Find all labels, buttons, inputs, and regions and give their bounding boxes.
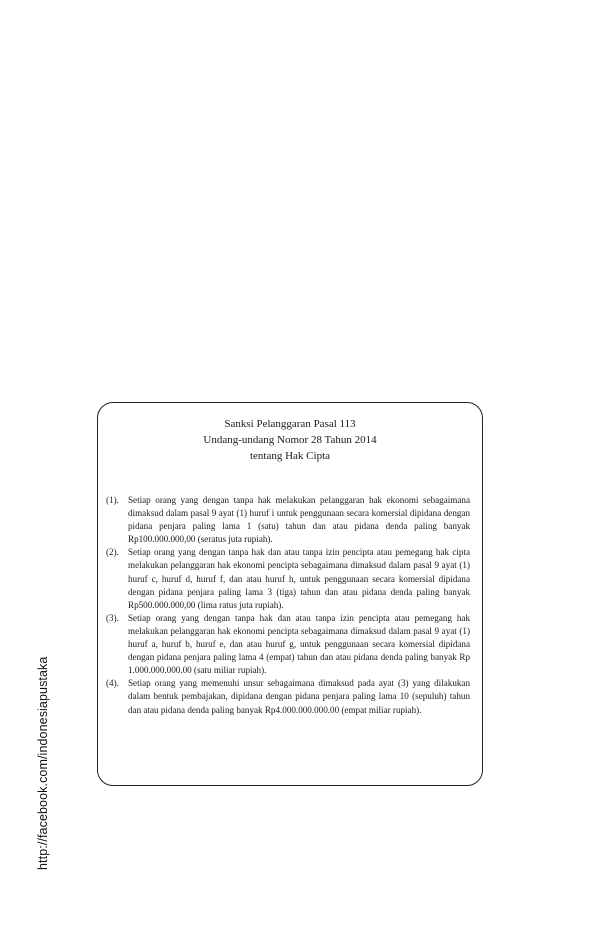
clause-item [106,612,470,677]
clause-list [106,494,470,717]
clause-number: (4). [106,678,119,689]
clause-number: (2). [106,547,119,558]
side-watermark-link: http://facebook.com/indonesiapustaka [36,656,50,870]
title-line: Undang-undang Nomor 28 Tahun 2014 [203,434,377,446]
box-title [98,416,482,464]
clause-text: Setiap orang yang dengan tanpa hak melakukan pelanggaran hak ekonomi sebagaimana dimaksud dalam pasal 9 ayat (1) huruf i untuk penggunaan secara komersial dipidana dengan pidana penjara paling lama 1 (satu) tahun dan atau pidana denda paling banyak Rp100.000.000,00 (seratus juta rupiah). [128,495,470,545]
clause-item [106,494,470,546]
clause-item [106,546,470,611]
title-line: Sanksi Pelanggaran Pasal 113 [224,418,356,430]
clause-text: Setiap orang yang memenuhi unsur sebagaimana dimaksud pada ayat (3) yang dilakukan dalam bentuk pembajakan, dipidana dengan pidana penjara paling lama 10 (sepuluh) tahun dan atau pidana denda paling banyak Rp4.000.000.000.00 (empat miliar rupiah). [128,678,470,715]
sanction-box [97,402,483,786]
clause-number: (3). [106,612,119,623]
clause-item [106,677,470,716]
title-line: tentang Hak Cipta [249,450,331,462]
clause-number: (1). [106,495,119,505]
clause-text: Setiap orang yang dengan tanpa hak dan atau tanpa izin pencipta atau pemegang hak cipta melakukan pelanggaran hak ekonomi pencipta sebagaimana dimaksud dalam pasal 9 ayat (1) huruf c, huruf d, huruf f, dan atau huruf h, untuk penggunaan secara komersial dipidana dengan pidana penjara paling lama 3 (tiga) tahun dan atau pidana denda paling banyak Rp500.000.000,00 (lima ratus juta rupiah). [128,547,470,610]
clause-text: Setiap orang yang dengan tanpa hak dan atau tanpa izin pencipta atau pemegang hak melakukan pelanggaran hak ekonomi pencipta sebagaimana dimaksud dalam pasal 9 ayat (1) huruf a, huruf b, huruf e, dan atau huruf g, untuk penggunaan secara komersial dipidana dengan pidana penjara paling lama 4 (empat) tahun dan atau pidana denda paling banyak Rp 1.000.000.000.00 (satu miliar rupiah). [128,612,470,676]
